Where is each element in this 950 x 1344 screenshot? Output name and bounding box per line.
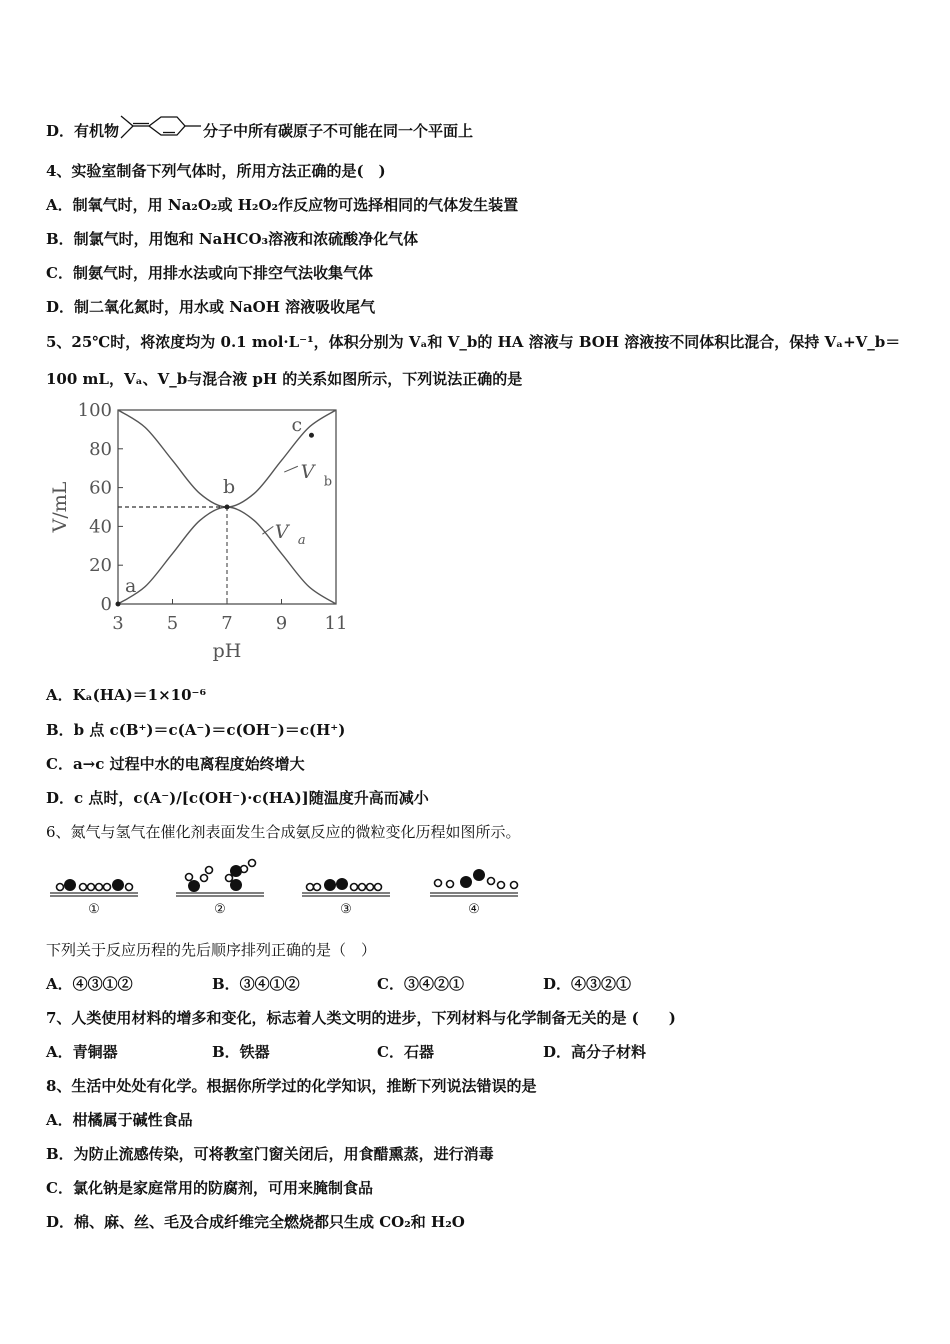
q8-option-b: B．为防止流感传染，可将教室门窗关闭后，用食醋熏蒸，进行消毒 [46,1145,494,1163]
q7-option-b: B．铁器 [212,1043,270,1061]
q5-option-c: C．a→c 过程中水的电离程度始终增大 [46,755,305,773]
y-tick-label: 0 [100,594,112,615]
molecule-structure [119,114,203,148]
q7-stem: 7、人类使用材料的增多和变化，标志着人类文明的进步，下列材料与化学制备无关的是 ( ) [46,1009,676,1027]
q4-option-c: C．制氨气时，用排水法或向下排空气法收集气体 [46,264,373,282]
point-label-a: a [125,575,137,597]
series-label-va-sub: a [297,532,306,548]
ph-volume-chart [46,396,366,668]
q5-option-b: B．b 点 c(B⁺)＝c(A⁻)＝c(OH⁻)＝c(H⁺) [46,721,346,739]
series-label-vb: V [300,460,315,483]
q5-stem-line2: 100 mL，Vₐ、V_b与混合液 pH 的关系如图所示，下列说法正确的是 [46,370,523,388]
reaction-process-figure [46,855,526,919]
x-tick-label: 3 [112,613,124,634]
q6-question: 下列关于反应历程的先后顺序排列正确的是（ ） [46,941,377,959]
q4-option-b: B．制氯气时，用饱和 NaHCO₃溶液和浓硫酸净化气体 [46,230,419,248]
q5-option-d: D．c 点时，c(A⁻)/[c(OH⁻)·c(HA)]随温度升高而减小 [46,789,429,807]
q4-option-d: D．制二氧化氮时，用水或 NaOH 溶液吸收尾气 [46,298,376,316]
x-tick-label: 9 [275,613,288,634]
q6-option-a: A．④③①② [46,975,133,993]
point-label-c: c [291,414,303,437]
y-tick-label: 80 [89,438,112,460]
point-a [116,602,121,607]
q4-stem: 4、实验室制备下列气体时，所用方法正确的是( ) [46,162,386,180]
x-axis-label: pH [212,640,242,662]
q3-option-d [46,114,473,148]
q3-option-d-prefix: D．有机物 [46,122,120,140]
q8-option-c: C．氯化钠是家庭常用的防腐剂，可用来腌制食品 [46,1179,373,1197]
q6-option-c: C．③④②① [377,975,464,993]
y-tick-label: 40 [89,516,112,538]
vb-leader [284,466,298,472]
q7-option-a: A．青铜器 [46,1043,118,1061]
figure-label-2: ② [214,902,226,917]
q3-option-d-suffix: 分子中所有碳原子不可能在同一个平面上 [203,122,474,140]
q4-option-a: A．制氧气时，用 Na₂O₂或 H₂O₂作反应物可选择相同的气体发生装置 [46,196,519,214]
y-tick-label: 60 [89,477,112,499]
q8-stem: 8、生活中处处有化学。根据你所学过的化学知识，推断下列说法错误的是 [46,1077,537,1095]
q6-option-b: B．③④①② [212,975,300,993]
figure-label-4: ④ [468,902,480,917]
x-tick-label: 5 [166,613,179,634]
y-tick-label: 20 [89,555,112,577]
q6-stem: 6、氮气与氢气在催化剂表面发生合成氨反应的微粒变化历程如图所示。 [46,823,521,841]
q5-stem-line1: 5、25℃时，将浓度均为 0.1 mol·L⁻¹，体积分别为 Vₐ和 V_b的 HA 溶液与 BOH 溶液按不同体积比混合，保持 Vₐ+V_b＝ [46,333,901,351]
q7-option-d: D．高分子材料 [543,1043,647,1061]
figure-label-3: ③ [340,902,352,917]
point-c [309,433,314,438]
q8-option-a: A．柑橘属于碱性食品 [46,1111,193,1129]
x-tick-label: 11 [324,613,348,634]
series-label-va: V [274,521,289,544]
q5-option-a: A．Kₐ(HA)＝1×10⁻⁶ [46,686,207,704]
q7-option-c: C．石器 [377,1043,434,1061]
figure-label-1: ① [88,902,100,917]
q6-option-d: D．④③②① [543,975,632,993]
point-b [225,505,230,510]
point-label-b: b [223,476,236,498]
q8-option-d: D．棉、麻、丝、毛及合成纤维完全燃烧都只生成 CO₂和 H₂O [46,1213,465,1231]
x-tick-label: 7 [221,613,233,634]
y-axis-label: V/mL [49,481,71,533]
y-tick-label: 100 [77,400,112,421]
series-label-vb-sub: b [323,474,333,490]
